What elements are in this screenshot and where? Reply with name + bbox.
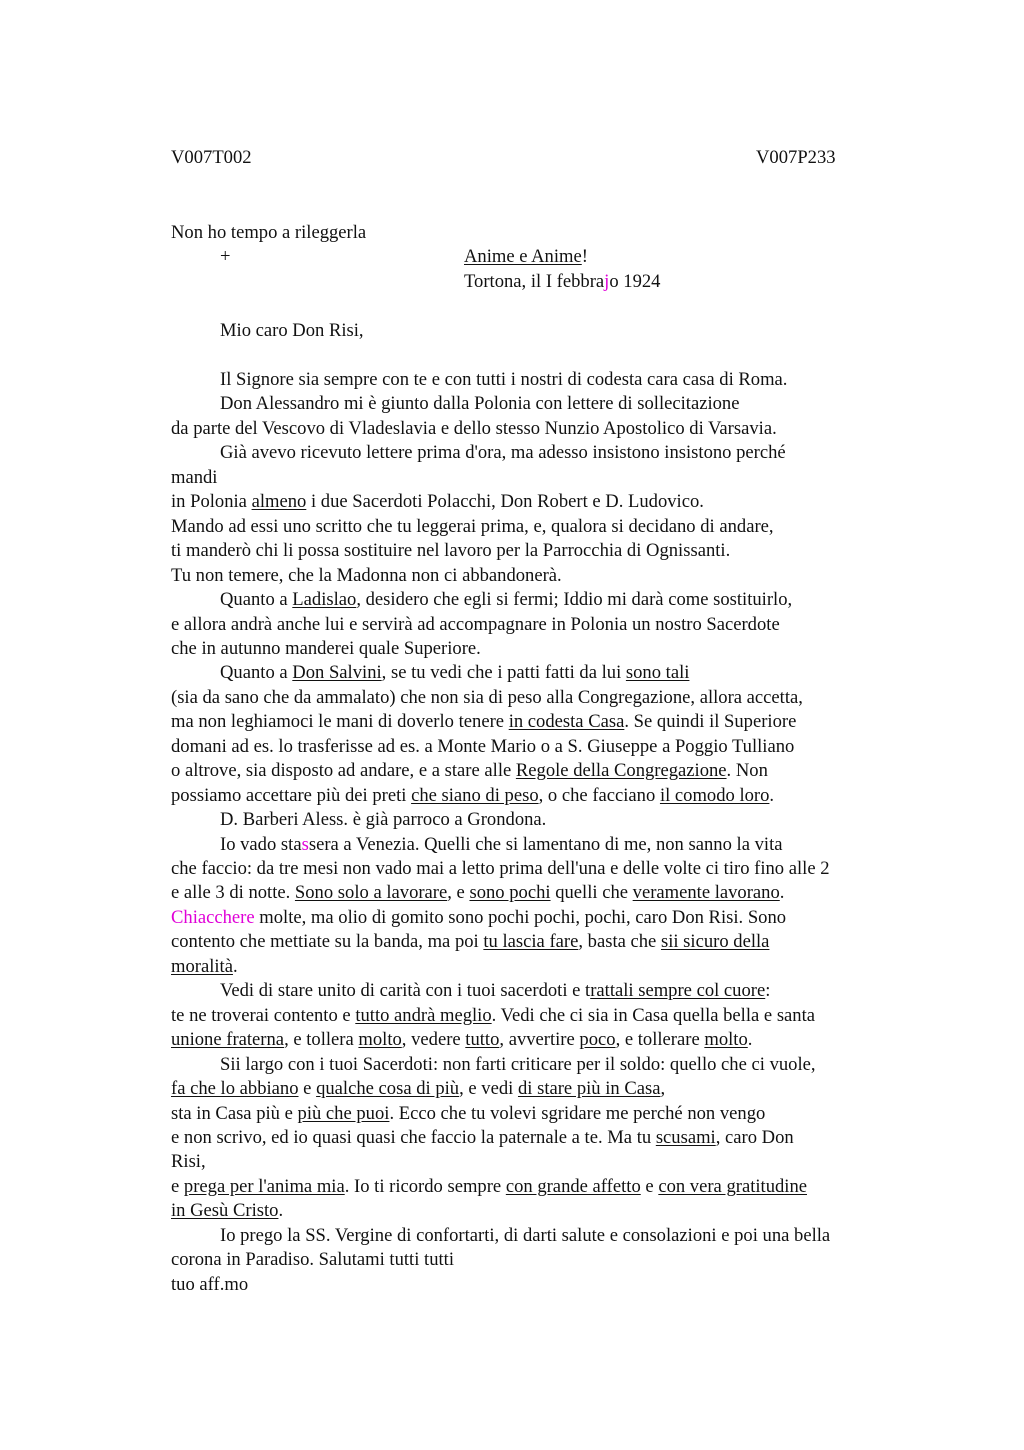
- text-segment: da parte del Vescovo di Vladeslavia e dello stesso Nunzio Apostolico di Varsavia.: [171, 418, 777, 439]
- body-line: [220, 392, 739, 416]
- body-line: [171, 1175, 807, 1199]
- text-segment: . Non: [726, 760, 768, 781]
- body-line: [220, 833, 782, 857]
- text-segment: e allora andrà anche lui e servirà ad accompagnare in Polonia un nostro Sacerdote: [171, 614, 780, 635]
- header-right-code: V007P233: [756, 147, 836, 168]
- text-segment: Vedi di stare unito di carità con i tuoi sacerdoti e t: [220, 980, 591, 1001]
- underlined-text: in codesta Casa: [508, 711, 625, 732]
- text-segment: che in autunno manderei quale Superiore.: [171, 638, 481, 659]
- text-segment: ti manderò chi li possa sostituire nel lavoro per la Parrocchia di Ognissanti.: [171, 540, 731, 561]
- text-segment: , desidero che egli si fermi; Iddio mi darà come sostituirlo,: [356, 589, 793, 610]
- underlined-text: fa che lo abbiano: [171, 1078, 299, 1099]
- underlined-text: prega per l'anima mia: [183, 1176, 345, 1197]
- text-segment: e alle 3 di notte.: [171, 882, 295, 903]
- text-segment: , avvertire: [499, 1029, 580, 1050]
- header-left-code: V007T002: [171, 147, 252, 168]
- body-line: [171, 710, 796, 734]
- text-segment: Don Alessandro mi è giunto dalla Polonia con lettere di sollecitazione: [220, 393, 740, 414]
- underlined-text: Ladislao: [292, 589, 357, 610]
- underlined-text: molto: [704, 1029, 748, 1050]
- body-line: [171, 1248, 454, 1272]
- body-line: [220, 661, 689, 685]
- body-line: [220, 979, 770, 1003]
- body-line: [220, 368, 787, 392]
- body-line: [171, 490, 704, 514]
- body-line: [171, 564, 562, 588]
- text-segment: in Polonia: [171, 491, 252, 512]
- body-line: [171, 1126, 794, 1150]
- underlined-text: in Gesù Cristo: [171, 1200, 279, 1221]
- text-segment: .: [769, 785, 775, 806]
- text-segment: Tu non temere, che la Madonna non ci abbandonerà.: [171, 565, 562, 586]
- body-line: [220, 588, 792, 612]
- underlined-text: con grande affetto: [505, 1176, 641, 1197]
- dateline: [464, 270, 660, 294]
- underlined-text: sii sicuro della: [660, 931, 770, 952]
- text-segment: o altrove, sia disposto ad andare, e a stare alle: [171, 760, 516, 781]
- body-line: [171, 784, 774, 808]
- body-line: [171, 735, 794, 759]
- underlined-text: Regole della Congregazione: [515, 760, 727, 781]
- text-segment: Quanto a: [220, 589, 293, 610]
- dateline-c: o 1924: [609, 271, 661, 292]
- body-line: [171, 881, 784, 905]
- note-line: Non ho tempo a rileggerla: [171, 222, 367, 243]
- text-segment: . Vedi che ci sia in Casa quella bella e santa: [491, 1005, 816, 1026]
- text-segment: Mando ad essi uno scritto che tu leggerai prima, e, qualora si decidano di andare,: [171, 516, 774, 537]
- text-segment: Quanto a: [220, 662, 293, 683]
- body-line: [171, 1150, 206, 1174]
- underlined-text: il comodo loro: [659, 785, 770, 806]
- underlined-text: moralità: [171, 956, 233, 977]
- body-line: [171, 1199, 283, 1223]
- body-line: [171, 955, 238, 979]
- dateline-highlight: j: [604, 271, 610, 292]
- text-segment: , vedere: [401, 1029, 466, 1050]
- body-line: [220, 441, 786, 465]
- text-segment: quelli che: [550, 882, 633, 903]
- cross-mark: +: [220, 246, 231, 267]
- text-segment: .: [232, 956, 238, 977]
- underlined-text: scusami: [655, 1127, 716, 1148]
- text-segment: :: [765, 980, 771, 1001]
- text-segment: . Se quindi il Superiore: [624, 711, 797, 732]
- underlined-text: più che puoi: [297, 1103, 390, 1124]
- underlined-text: rattali sempre col cuore: [590, 980, 766, 1001]
- body-line: [171, 759, 768, 783]
- body-line: [171, 1077, 665, 1101]
- body-line: [171, 686, 803, 710]
- text-segment: contento che mettiate su la banda, ma poi: [171, 931, 484, 952]
- underlined-text: tutto: [465, 1029, 500, 1050]
- body-line: [171, 930, 769, 954]
- text-segment: , e tollera: [284, 1029, 359, 1050]
- text-segment: .: [779, 882, 785, 903]
- text-segment: (sia da sano che da ammalato) che non sia di peso alla Congregazione, allora accetta,: [171, 687, 803, 708]
- text-segment: e: [171, 1176, 184, 1197]
- highlighted-text: Chiacchere: [171, 907, 255, 928]
- text-segment: Risi,: [171, 1151, 206, 1172]
- text-segment: , e tollerare: [615, 1029, 705, 1050]
- text-segment: te ne troverai contento e: [171, 1005, 356, 1026]
- body-line: [220, 1224, 830, 1248]
- text-segment: .: [747, 1029, 753, 1050]
- body-line: [171, 1028, 752, 1052]
- text-segment: Il Signore sia sempre con te e con tutti i nostri di codesta cara casa di Roma.: [220, 369, 788, 390]
- body-line: [171, 466, 217, 490]
- underlined-text: sono tali: [625, 662, 690, 683]
- underlined-text: tu lascia fare: [483, 931, 579, 952]
- body-line: [171, 539, 730, 563]
- text-segment: Io prego la SS. Vergine di confortarti, di darti salute e consolazioni e poi una bella: [220, 1225, 831, 1246]
- text-segment: , o che facciano: [538, 785, 660, 806]
- text-segment: . Io ti ricordo sempre: [344, 1176, 506, 1197]
- motto-end: !: [581, 246, 588, 267]
- body-line: [220, 1053, 816, 1077]
- text-segment: , caro Don: [715, 1127, 794, 1148]
- text-segment: , se tu vedi che i patti fatti da lui: [381, 662, 626, 683]
- salutation: Mio caro Don Risi,: [220, 320, 364, 341]
- motto: [464, 245, 588, 269]
- underlined-text: che siano di peso: [411, 785, 539, 806]
- text-segment: tuo aff.mo: [171, 1274, 249, 1295]
- underlined-text: con vera gratitudine: [658, 1176, 807, 1197]
- text-segment: e non scrivo, ed io quasi quasi che faccio la paternale a te. Ma tu: [171, 1127, 656, 1148]
- underlined-text: qualche cosa di più: [316, 1078, 460, 1099]
- body-line: [171, 515, 774, 539]
- text-segment: , e: [447, 882, 470, 903]
- text-segment: sta in Casa più e: [171, 1103, 298, 1124]
- text-segment: che faccio: da tre mesi non vado mai a letto prima dell'una e delle volte ci tiro fino alle 2: [171, 858, 830, 879]
- body-line: [171, 1273, 248, 1297]
- highlighted-text: s: [301, 834, 309, 855]
- underlined-text: di stare più in Casa: [517, 1078, 661, 1099]
- text-segment: possiamo accettare più dei preti: [171, 785, 412, 806]
- body-line: [171, 613, 780, 637]
- underlined-text: poco: [579, 1029, 616, 1050]
- body-line: [220, 808, 546, 832]
- body-line: [171, 1102, 765, 1126]
- underlined-text: veramente lavorano: [632, 882, 780, 903]
- text-segment: ma non leghiamoci le mani di doverlo tenere: [171, 711, 509, 732]
- underlined-text: molto: [358, 1029, 402, 1050]
- text-segment: e: [298, 1078, 317, 1099]
- text-segment: Sii largo con i tuoi Sacerdoti: non farti criticare per il soldo: quello che ci vuole,: [220, 1054, 816, 1075]
- text-segment: D. Barberi Aless. è già parroco a Grondona.: [220, 809, 547, 830]
- underlined-text: sono pochi: [469, 882, 551, 903]
- text-segment: .: [278, 1200, 284, 1221]
- motto-underlined: Anime e Anime: [464, 246, 582, 267]
- text-segment: e: [640, 1176, 659, 1197]
- body-line: [171, 906, 786, 930]
- dateline-a: Tortona, il I febbra: [464, 271, 605, 292]
- text-segment: Io vado sta: [220, 834, 302, 855]
- underlined-text: tutto andrà meglio: [355, 1005, 492, 1026]
- underlined-text: unione fraterna: [171, 1029, 285, 1050]
- text-segment: domani ad es. lo trasferisse ad es. a Monte Mario o a S. Giuseppe a Poggio Tulliano: [171, 736, 795, 757]
- text-segment: , e vedi: [459, 1078, 518, 1099]
- body-line: [171, 857, 830, 881]
- body-line: [171, 637, 481, 661]
- text-segment: . Ecco che tu volevi sgridare me perché non vengo: [389, 1103, 766, 1124]
- body-line: [171, 417, 777, 441]
- text-segment: , basta che: [578, 931, 661, 952]
- text-segment: corona in Paradiso. Salutami tutti tutti: [171, 1249, 455, 1270]
- text-segment: mandi: [171, 467, 218, 488]
- underlined-text: almeno: [251, 491, 307, 512]
- text-segment: sera a Venezia. Quelli che si lamentano di me, non sanno la vita: [308, 834, 783, 855]
- text-segment: ,: [660, 1078, 666, 1099]
- text-segment: molte, ma olio di gomito sono pochi pochi, pochi, caro Don Risi. Sono: [254, 907, 787, 928]
- text-segment: i due Sacerdoti Polacchi, Don Robert e D. Ludovico.: [306, 491, 704, 512]
- underlined-text: Sono solo a lavorare: [294, 882, 448, 903]
- text-segment: Già avevo ricevuto lettere prima d'ora, ma adesso insistono insistono perché: [220, 442, 786, 463]
- body-line: [171, 1004, 815, 1028]
- underlined-text: Don Salvini: [292, 662, 382, 683]
